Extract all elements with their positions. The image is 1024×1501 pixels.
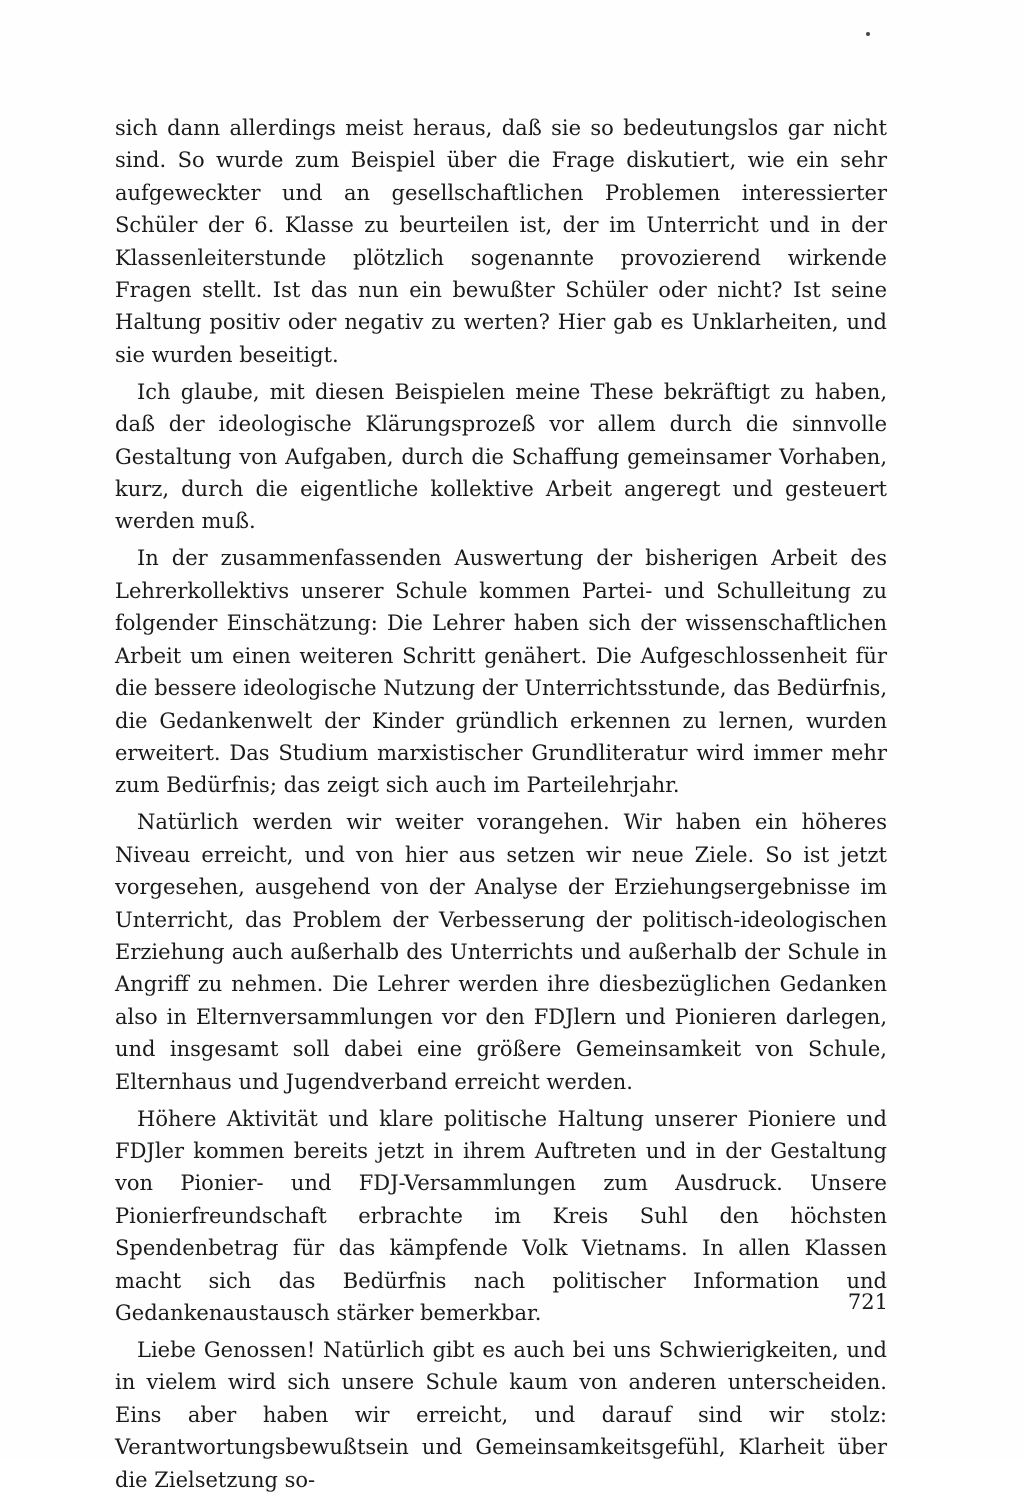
page-number: 721 [847,1290,888,1314]
paragraph-4: Natürlich werden wir weiter vorangehen. Wir haben ein höheres Niveau erreicht, und von hier aus setzen wir neue Ziele. So ist jetzt vorgesehen, ausgehend von der Analyse der Erziehungsergebnisse im Unterricht, das Problem der Verbesserung der politisch-ideologischen Erziehung auch außerhalb des Unterrichts und außerhalb der Schule in Angriff zu nehmen. Die Lehrer werden ihre diesbezüglichen Gedanken also in Elternversammlungen vor den FDJlern und Pionieren darlegen, und insgesamt soll dabei eine größere Gemeinsamkeit von Schule, Elternhaus und Jugendverband erreicht werden. [115,810,887,1094]
paragraph-2: Ich glaube, mit diesen Beispielen meine These bekräftigt zu haben, daß der ideologische Klärungsprozeß vor allem durch die sinnvolle Gestaltung von Aufgaben, durch die Schaffung gemeinsamer Vorhaben, kurz, durch die eigentliche kollektive Arbeit angeregt und gesteuert werden muß. [115,379,887,534]
paragraph-6: Liebe Genossen! Natürlich gibt es auch bei uns Schwierigkeiten, und in vielem wird sich unsere Schule kaum von anderen unterscheiden. Eins aber haben wir erreicht, und darauf sind wir stolz: Verantwortungsbewußtsein und Gemeinsamkeitsgefühl, Klarheit über die Zielsetzung so- [115,1338,887,1492]
paragraph-5: Höhere Aktivität und klare politische Haltung unserer Pioniere und FDJler kommen bereits jetzt in ihrem Auftreten und in der Gestaltung von Pionier- und FDJ-Versammlungen zum Ausdruck. Unsere Pionierfreundschaft erbrachte im Kreis Suhl den höchsten Spendenbetrag für das kämpfende Volk Vietnams. In allen Klassen macht sich das Bedürfnis nach politischer Information und Gedankenaustausch stärker bemerkbar. [115,1106,887,1325]
paragraph-1: sich dann allerdings meist heraus, daß sie so bedeutungslos gar nicht sind. So wurde zum Beispiel über die Frage diskutiert, wie ein sehr aufgeweckter und an gesellschaftlichen Problemen interessierter Schüler der 6. Klasse zu beurteilen ist, der im Unterricht und in der Klassenleiterstunde plötzlich sogenannte provozierend wirkende Fragen stellt. Ist das nun ein bewußter Schüler oder nicht? Ist seine Haltung positiv oder negativ zu werten? Hier gab es Unklarheiten, und sie wurden beseitigt. [115,116,887,367]
body-text [115,112,887,1501]
scan-speck [866,32,870,36]
paragraph-3: In der zusammenfassenden Auswertung der bisherigen Arbeit des Lehrerkollektivs unserer Schule kommen Partei- und Schulleitung zu folgender Einschätzung: Die Lehrer haben sich der wissenschaftlichen Arbeit um einen weiteren Schritt genähert. Die Aufgeschlossenheit für die bessere ideologische Nutzung der Unterrichtsstunde, das Bedürfnis, die Gedankenwelt der Kinder gründlich erkennen zu lernen, wurden erweitert. Das Studium marxistischer Grundliteratur wird immer mehr zum Bedürfnis; das zeigt sich auch im Parteilehrjahr. [115,546,887,798]
